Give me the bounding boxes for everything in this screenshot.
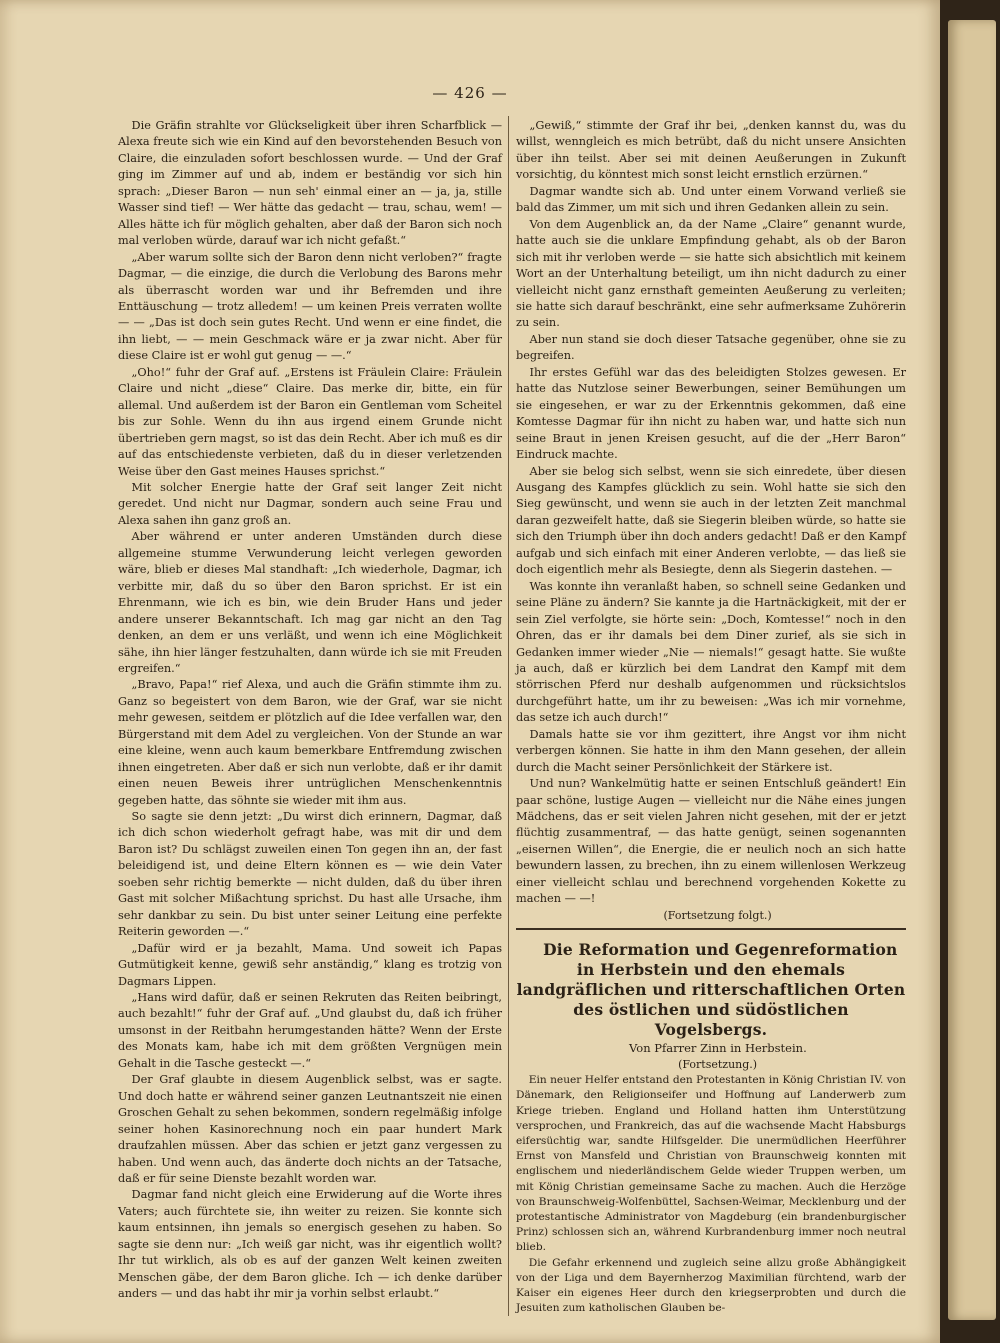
article-continuation-label: (Fortsetzung.) <box>678 1057 758 1071</box>
paragraph: „Aber warum sollte sich der Baron denn nicht verloben?“ fragte Dagmar, — die einzige, die durch die Verlobung des Barons mehr als überrascht worden war und ihr Befremden und ihre Enttäuschung — trotz alledem! — um keinen Preis verraten wollte — — „Das ist doch sein gutes Recht. Und wenn er eine findet, die ihn liebt, — — mein Geschmack wäre er ja zwar nicht. Aber für diese Claire ist er wohl gut genug — —.“ <box>118 250 502 363</box>
paragraph: Dagmar wandte sich ab. Und unter einem Vorwand verließ sie bald das Zimmer, um mit sich und ihren Gedanken allein zu sein. <box>516 184 906 215</box>
paragraph: Der Graf glaubte in diesem Augenblick selbst, was er sagte. Und doch hatte er während seiner ganzen Leutnantszeit nie einen Groschen Gehalt zu sehen bekommen, sondern regelmäßig infolge seiner hohen Kasinorechnung noch ein paar hundert Mark draufzahlen müssen. Aber das schien er jetzt ganz vergessen zu haben. Und wenn auch, das änderte doch nichts an der Tatsache, daß er für seine Dienste bezahlt worden war. <box>118 1073 502 1185</box>
continued-note: (Fortsetzung folgt.) <box>663 908 772 922</box>
adjacent-page <box>948 20 996 1320</box>
right-column <box>516 118 906 1316</box>
paragraph: Ein neuer Helfer entstand den Protestanten in König Christian IV. von Dänemark, den Religionseifer und Hoffnung auf Landerwerb zum Kriege trieben. England und Holland hatten ihm Unterstützung versprochen, und Frankreich, das auf die wachsende Macht Habsburgs eifersüchtig war, sandte Hilfsgelder. Die unermüdlichen Heerführer Ernst von Mansfeld und Christian von Braunschweig konnten mit englischem und niederländischem Gelde wieder Truppen werben, um mit König Christian gemeinsame Sache zu machen. Auch die Herzöge von Braunschweig-Wolfenbüttel, Sachsen-Weimar, Mecklenburg und der protestantische Administrator von Magdeburg (ein brandenburgischer Prinz) schlossen sich an, während Kurbrandenburg immer noch neutral blieb. <box>516 1074 906 1254</box>
paragraph: Aber nun stand sie doch dieser Tatsache gegenüber, ohne sie zu begreifen. <box>516 332 906 363</box>
paragraph: Aber sie belog sich selbst, wenn sie sich einredete, über diesen Ausgang des Kampfes glücklich zu sein. Wohl hatte sie sich den Sieg gewünscht, und wenn sie auch in der letzten Zeit manchmal daran gezweifelt hatte, daß sie Siegerin bleiben würde, so hatte sie sich den Triumph über ihn doch anders gedacht! Daß er den Kampf aufgab und sich einfach mit einer Anderen verlobte, — das ließ sie doch eigentlich mehr als Besiegte, denn als Siegerin dastehen. — <box>516 464 906 577</box>
section-rule <box>516 928 906 930</box>
page-number: — 426 — <box>432 84 508 102</box>
paragraph: Und nun? Wankelmütig hatte er seinen Entschluß geändert! Ein paar schöne, lustige Augen — vielleicht nur die Nähe eines jungen Mädchens, das er seit vielen Jahren nicht gesehen, mit der er jetzt flüchtig zusammentraf, — das hatte genügt, seinen sogenannten „eisernen Willen“, die Energie, die er neulich noch an sich hatte bewundern lassen, zu brechen, ihn zu einem willenlosen Werkzeug einer vielleicht schlau und berechnend vorgehenden Kokette zu machen — —! <box>516 777 906 906</box>
paragraph: „Bravo, Papa!“ rief Alexa, und auch die Gräfin stimmte ihm zu. Ganz so begeistert von dem Baron, wie der Graf, war sie nicht mehr gewesen, seitdem er plötzlich auf die Idee verfallen war, den Bürgerstand mit dem Adel zu vergleichen. Von der Stunde an war eine kleine, wenn auch kaum bemerkbare Entfremdung zwischen ihnen eingetreten. Aber daß er sich nun verlobte, daß er ihr damit einen neuen Beweis ihrer untrüglichen Menschenkenntnis gegeben hatte, das söhnte sie wieder mit ihm aus. <box>118 678 502 807</box>
paragraph: Dagmar fand nicht gleich eine Erwiderung auf die Worte ihres Vaters; auch fürchtete sie, ihn weiter zu reizen. Sie konnte sich kaum entsinnen, ihn jemals so energisch gesehen zu haben. So sagte sie denn nur: „Ich weiß gar nicht, was ihr eigentlich wollt? Ihr tut wirklich, als ob es auf der ganzen Welt keinen zweiten Menschen gäbe, der dem Baron gliche. Ich — ich denke darüber anders — und das habt ihr mir ja vorhin selbst erlaubt.“ <box>118 1188 502 1301</box>
article-byline: Von Pfarrer Zinn in Herbstein. <box>629 1041 807 1056</box>
paragraph: Mit solcher Energie hatte der Graf seit langer Zeit nicht geredet. Und nicht nur Dagmar, sondern auch seine Frau und Alexa sahen ihn ganz groß an. <box>118 480 502 527</box>
paragraph: Damals hatte sie vor ihm gezittert, ihre Angst vor ihm nicht verbergen können. Sie hatte in ihm den Mann gesehen, der allein durch die Macht seiner Persönlichkeit der Stärkere ist. <box>516 727 906 774</box>
paragraph: Die Gräfin strahlte vor Glückseligkeit über ihren Scharfblick — Alexa freute sich wie ein Kind auf den bevorstehenden Besuch von Claire, die einzuladen sofort beschlossen wurde. — Und der Graf ging im Zimmer auf und ab, indem er beständig vor sich hin sprach: „Dieser Baron — nun seh' einmal einer an — ja, ja, stille Wasser sind tief! — Wer hätte das gedacht — trau, schau, wem! — Alles hätte ich für möglich gehalten, aber daß der Baron sich noch mal verloben würde, darauf war ich nicht gefaßt.“ <box>118 119 502 248</box>
paragraph: „Oho!“ fuhr der Graf auf. „Erstens ist Fräulein Claire: Fräulein Claire und nicht „diese“ Claire. Das merke dir, bitte, ein für allemal. Und außerdem ist der Baron ein Gentleman vom Scheitel bis zur Sohle. Wenn du ihn aus irgend einem Grunde nicht übertrieben gern magst, so ist das dein Recht. Aber ich muß es dir auf das entschiedenste verbieten, daß du in dieser verletzenden Weise über den Gast meines Hauses sprichst.“ <box>118 365 502 478</box>
paragraph: „Dafür wird er ja bezahlt, Mama. Und soweit ich Papas Gutmütigkeit kenne, gewiß sehr anständig,“ klang es trotzig von Dagmars Lippen. <box>118 941 502 988</box>
paragraph: Ihr erstes Gefühl war das des beleidigten Stolzes gewesen. Er hatte das Nutzlose seiner Bewerbungen, seiner Bemühungen um sie eingesehen, er war zu der Erkenntnis gekommen, daß eine Komtesse Dagmar für ihn nicht zu haben war, und hatte sich nun seine Braut in jenen Kreisen gesucht, auf die der „Herr Baron“ Eindruck machte. <box>516 365 906 462</box>
paragraph: So sagte sie denn jetzt: „Du wirst dich erinnern, Dagmar, daß ich dich schon wiederholt gefragt habe, was mit dir und dem Baron ist? Du schlägst zuweilen einen Ton gegen ihn an, der fast beleidigend ist, und deine Eltern können es — wie dein Vater soeben sehr richtig bemerkte — nicht dulden, daß du über ihren Gast mit solcher Mißachtung sprichst. Du hast alle Ursache, ihm sehr dankbar zu sein. Du bist unter seiner Leitung eine perfekte Reiterin geworden —.“ <box>118 810 502 939</box>
paragraph: Die Gefahr erkennend und zugleich seine allzu große Abhängigkeit von der Liga und dem Bayernherzog Maximilian fürchtend, warb der Kaiser ein eigenes Heer durch den kriegserprobten und durch die Jesuiten zum katholischen Glauben be- <box>516 1256 906 1315</box>
adjacent-page-edge <box>940 0 1000 1343</box>
paragraph: „Gewiß,“ stimmte der Graf ihr bei, „denken kannst du, was du willst, wenngleich es mich betrübt, daß du nicht unsere Ansichten über ihn teilst. Aber sei mit deinen Aeußerungen in Zukunft vorsichtig, du könntest mich sonst leicht ernstlich erzürnen.“ <box>516 119 906 182</box>
paragraph: Von dem Augenblick an, da der Name „Claire“ genannt wurde, hatte auch sie die unklare Empfindung gehabt, als ob der Baron sich mit ihr verloben werde — sie hatte sich absichtlich mit keinem Wort an der Unterhaltung beteiligt, um ihn nicht dadurch zu einer vielleicht nicht ganz ernsthaft gemeinten Aeußerung zu verleiten; sie hatte sich darauf beschränkt, eine sehr aufmerksame Zuhörerin zu sein. <box>516 217 906 330</box>
article-headline: Die Reformation und Gegenreformation in Herbstein und den ehemals landgräflichen und ritterschaftlichen Orten des östlichen und südöstlichen Vogelsbergs. <box>516 940 906 1040</box>
paragraph: Was konnte ihn veranlaßt haben, so schnell seine Gedanken und seine Pläne zu ändern? Sie kannte ja die Hartnäckigkeit, mit der er sein Ziel verfolgte, sie hörte sein: „Doch, Komtesse!“ noch in den Ohren, das er ihr damals bei dem Diner zurief, als sie sich in Gedanken immer wieder „Nie — niemals!“ gesagt hatte. Sie wußte ja auch, daß er kürzlich bei dem Landrat den Kampf mit dem störrischen Pferd nur deshalb aufgenommen und rücksichtslos durchgeführt hatte, um ihr zu beweisen: „Was ich mir vornehme, das setze ich auch durch!“ <box>516 579 906 725</box>
left-column <box>118 118 502 1303</box>
paragraph: „Hans wird dafür, daß er seinen Rekruten das Reiten beibringt, auch bezahlt!“ fuhr der Graf auf. „Und glaubst du, daß ich früher umsonst in der Reitbahn herumgestanden hätte? Wenn der Erste des Monats kam, habe ich mit dem größten Vergnügen mein Gehalt in die Tasche gesteckt —.“ <box>118 991 502 1070</box>
paragraph: Aber während er unter anderen Umständen durch diese allgemeine stumme Verwunderung leicht verlegen geworden wäre, blieb er dieses Mal standhaft: „Ich wiederhole, Dagmar, ich verbitte mir, daß du so über den Baron sprichst. Er ist ein Ehrenmann, wie ich es bin, wie dein Bruder Hans und jeder andere unserer Bekanntschaft. Ich mag gar nicht an den Tag denken, an dem er uns verläßt, und wenn ich eine Möglichkeit sähe, ihn hier länger festzuhalten, dann würde ich sie mit Freuden ergreifen.“ <box>118 530 502 675</box>
column-divider <box>508 116 509 1316</box>
